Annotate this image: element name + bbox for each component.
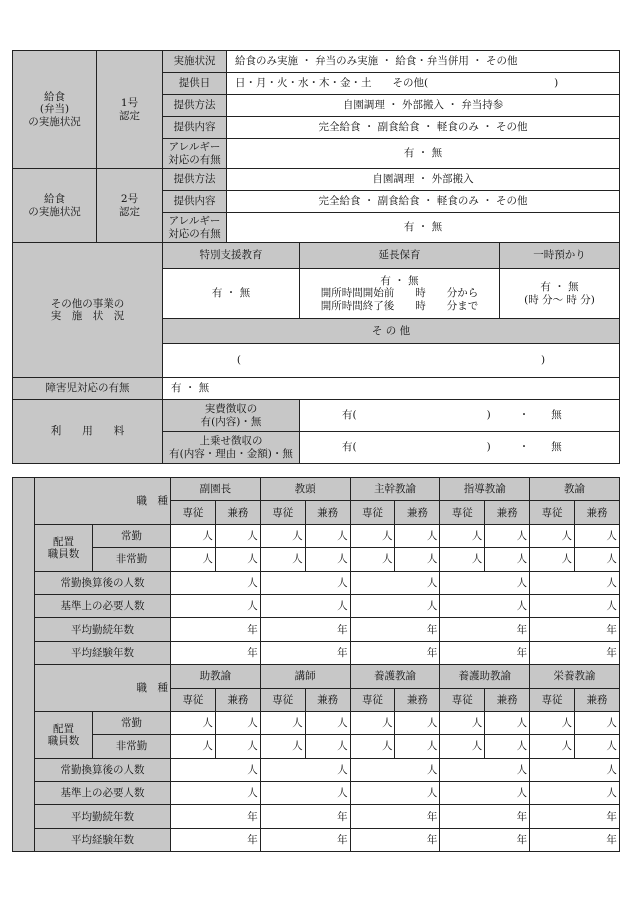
extended-care-value-line: 有 ・ 無 <box>380 275 419 288</box>
unit-cell: 人 <box>260 758 350 781</box>
sub-header-fulltime: 専従 <box>350 688 395 711</box>
person-unit: 人 <box>260 548 305 571</box>
assigned-staff-label <box>35 524 93 571</box>
special-support-value: 有 ・ 無 <box>163 269 300 319</box>
unit-cell: 人 <box>530 758 620 781</box>
table-row <box>13 805 620 828</box>
sec2-row-label-line: 提供内容 <box>173 195 216 208</box>
sub-header-fulltime: 専従 <box>530 688 575 711</box>
person-unit: 人 <box>350 711 395 734</box>
person-unit: 人 <box>440 548 485 571</box>
unit-cell: 人 <box>530 782 620 805</box>
person-unit: 人 <box>305 711 350 734</box>
sec1-row-options: 自園調理 ・ 外部搬入 ・ 弁当持参 <box>227 95 620 117</box>
fee-row-label <box>163 400 300 432</box>
fee-none: 無 <box>551 409 562 422</box>
role-header: 指導教諭 <box>440 478 530 501</box>
unit-cell: 人 <box>350 594 440 617</box>
lunch-section-2-label-line: 給食 <box>44 193 65 206</box>
extended-care-header: 延長保育 <box>300 243 500 269</box>
fee-close: ) <box>486 441 491 454</box>
employment-fulltime-label: 常勤 <box>93 711 171 734</box>
role-header: 助教諭 <box>171 665 261 688</box>
unit-cell: 年 <box>350 828 440 851</box>
cert-1-label <box>97 51 163 169</box>
person-unit: 人 <box>575 735 620 758</box>
sec2-row-label <box>163 169 227 191</box>
table-row <box>13 524 620 547</box>
table-row <box>13 782 620 805</box>
sec1-row-options: 給食のみ実施 ・ 弁当のみ実施 ・ 給食・弁当併用 ・ その他 <box>227 51 620 73</box>
sec2-row-options: 有 ・ 無 <box>227 213 620 243</box>
sub-header-fulltime: 専従 <box>260 501 305 524</box>
role-header: 主幹教諭 <box>350 478 440 501</box>
table-row <box>13 51 620 73</box>
table-row <box>13 641 620 664</box>
other-services-label <box>13 243 163 378</box>
person-unit: 人 <box>215 548 260 571</box>
fee-value: 有( <box>342 409 357 422</box>
staff-row-label: 常勤換算後の人数 <box>35 758 171 781</box>
facility-info-table <box>12 50 620 464</box>
staff-table <box>12 477 620 852</box>
sub-header-concurrent: 兼務 <box>395 501 440 524</box>
sub-header-concurrent: 兼務 <box>575 688 620 711</box>
unit-cell: 年 <box>530 828 620 851</box>
person-unit: 人 <box>395 735 440 758</box>
staff-side-band <box>13 478 35 852</box>
staff-row-label: 基準上の必要人数 <box>35 594 171 617</box>
sec1-row-label-line: 提供内容 <box>173 121 216 134</box>
person-unit: 人 <box>530 711 575 734</box>
unit-cell: 人 <box>171 758 261 781</box>
extended-care-value-line: 開所時間開始前 時 分から <box>320 287 479 300</box>
unit-cell: 年 <box>260 828 350 851</box>
sec2-row-options: 自園調理 ・ 外部搬入 <box>227 169 620 191</box>
table-row <box>13 169 620 191</box>
unit-cell: 人 <box>171 594 261 617</box>
unit-cell: 年 <box>440 641 530 664</box>
assigned-staff-label-line: 配置 <box>53 535 74 548</box>
sec1-row-label <box>163 73 227 95</box>
employment-fulltime-label: 常勤 <box>93 524 171 547</box>
unit-cell: 年 <box>260 641 350 664</box>
staff-type-label: 職 種 <box>35 478 171 525</box>
lunch-section-2-label-line: の実施状況 <box>28 205 81 218</box>
sec1-row-label-line: 対応の有無 <box>168 153 221 166</box>
unit-cell: 人 <box>530 571 620 594</box>
unit-cell: 人 <box>350 571 440 594</box>
lunch-section-label <box>13 51 97 169</box>
cert-2-label-line: 認定 <box>119 205 140 218</box>
assigned-staff-label <box>35 711 93 758</box>
sec1-row-label <box>163 51 227 73</box>
staff-row-label: 常勤換算後の人数 <box>35 571 171 594</box>
person-unit: 人 <box>350 735 395 758</box>
sec2-row-options: 完全給食 ・ 副食給食 ・ 軽食のみ ・ その他 <box>227 191 620 213</box>
role-header: 養護教諭 <box>350 665 440 688</box>
person-unit: 人 <box>350 548 395 571</box>
table-row <box>13 828 620 851</box>
role-header: 講師 <box>260 665 350 688</box>
misc-paren-open: ( <box>236 354 242 367</box>
person-unit: 人 <box>171 735 216 758</box>
fee-dot: ・ <box>518 409 530 422</box>
lunch-section-2-label <box>13 169 97 243</box>
employment-parttime-label: 非常勤 <box>93 735 171 758</box>
sec1-row-label-line: 提供日 <box>178 77 211 90</box>
person-unit: 人 <box>530 548 575 571</box>
staff-type-label: 職 種 <box>35 665 171 712</box>
fee-row-value <box>300 432 620 464</box>
temporary-care-header: 一時預かり <box>500 243 620 269</box>
table-row <box>13 571 620 594</box>
sub-header-fulltime: 専従 <box>260 688 305 711</box>
sec1-row-label <box>163 117 227 139</box>
role-header: 養護助教諭 <box>440 665 530 688</box>
fee-row-label-line: 上乗せ徴収の <box>199 435 263 448</box>
sub-header-fulltime: 専従 <box>171 501 216 524</box>
temporary-care-value-line: 有 ・ 無 <box>540 281 579 294</box>
table-row <box>13 378 620 400</box>
role-header: 副園長 <box>171 478 261 501</box>
person-unit: 人 <box>395 711 440 734</box>
person-unit: 人 <box>485 524 530 547</box>
unit-cell: 人 <box>350 782 440 805</box>
unit-cell: 人 <box>440 571 530 594</box>
fee-row-label <box>163 432 300 464</box>
unit-cell: 年 <box>171 641 261 664</box>
sub-header-concurrent: 兼務 <box>305 688 350 711</box>
fee-row-label-line: 実費徴収の <box>204 403 258 416</box>
sec2-row-label <box>163 191 227 213</box>
misc-value <box>163 344 620 378</box>
person-unit: 人 <box>305 548 350 571</box>
person-unit: 人 <box>260 524 305 547</box>
person-unit: 人 <box>440 711 485 734</box>
sec1-row-label-line: 提供方法 <box>173 99 216 112</box>
sub-header-fulltime: 専従 <box>171 688 216 711</box>
cert-1-label-line: 1号 <box>120 97 139 110</box>
person-unit: 人 <box>530 524 575 547</box>
unit-cell: 年 <box>260 805 350 828</box>
unit-cell: 人 <box>440 594 530 617</box>
staff-row-label: 平均勤続年数 <box>35 805 171 828</box>
person-unit: 人 <box>485 711 530 734</box>
unit-cell: 年 <box>171 618 261 641</box>
sub-header-concurrent: 兼務 <box>575 501 620 524</box>
sub-header-fulltime: 専従 <box>530 501 575 524</box>
unit-cell: 年 <box>530 618 620 641</box>
unit-cell: 人 <box>260 782 350 805</box>
fee-row-label-line: 有(内容)・無 <box>200 415 262 428</box>
temporary-care-value-line: (時 分～ 時 分) <box>524 293 595 306</box>
lunch-section-label-line: 給食 <box>44 91 65 104</box>
sub-header-concurrent: 兼務 <box>395 688 440 711</box>
extended-care-value-line: 開所時間終了後 時 分まで <box>320 299 479 312</box>
person-unit: 人 <box>485 548 530 571</box>
fee-none: 無 <box>551 441 562 454</box>
sec1-row-label <box>163 95 227 117</box>
person-unit: 人 <box>260 711 305 734</box>
fee-label: 利 用 料 <box>13 400 163 464</box>
unit-cell: 人 <box>350 758 440 781</box>
fee-dot: ・ <box>518 441 530 454</box>
fee-row-label-line: 有(内容・理由・金額)・無 <box>169 447 293 460</box>
sec2-row-label-line: 対応の有無 <box>168 227 221 240</box>
staff-row-label: 平均勤続年数 <box>35 618 171 641</box>
table-row <box>13 758 620 781</box>
fee-close: ) <box>486 409 491 422</box>
cert-1-label-line: 認定 <box>119 109 140 122</box>
person-unit: 人 <box>530 735 575 758</box>
lunch-section-label-line: (弁当) <box>39 103 70 116</box>
sub-header-concurrent: 兼務 <box>215 501 260 524</box>
sec1-row-options: 有 ・ 無 <box>227 139 620 169</box>
sec2-row-label <box>163 213 227 243</box>
assigned-staff-label-line: 職員数 <box>47 547 80 560</box>
cert-2-label <box>97 169 163 243</box>
role-header: 教諭 <box>530 478 620 501</box>
sec1-row-label <box>163 139 227 169</box>
person-unit: 人 <box>395 524 440 547</box>
unit-cell: 人 <box>440 782 530 805</box>
person-unit: 人 <box>171 524 216 547</box>
unit-cell: 人 <box>171 782 261 805</box>
table-row <box>13 548 620 571</box>
person-unit: 人 <box>305 735 350 758</box>
sub-header-fulltime: 専従 <box>350 501 395 524</box>
sec2-row-label-line: 提供方法 <box>173 173 216 186</box>
unit-cell: 年 <box>440 828 530 851</box>
unit-cell: 年 <box>530 805 620 828</box>
table-row <box>13 665 620 688</box>
person-unit: 人 <box>305 524 350 547</box>
person-unit: 人 <box>440 524 485 547</box>
misc-header: そ の 他 <box>163 319 620 344</box>
table-row <box>13 478 620 501</box>
sec2-row-label-line: アレルギー <box>168 215 221 228</box>
person-unit: 人 <box>260 735 305 758</box>
table-row <box>13 735 620 758</box>
staff-row-label: 平均経験年数 <box>35 641 171 664</box>
table-row <box>13 618 620 641</box>
sub-header-fulltime: 専従 <box>440 501 485 524</box>
unit-cell: 年 <box>440 618 530 641</box>
unit-cell: 年 <box>171 805 261 828</box>
sec1-row-label-line: アレルギー <box>168 141 221 154</box>
lunch-section-label-line: の実施状況 <box>28 115 81 128</box>
person-unit: 人 <box>485 735 530 758</box>
person-unit: 人 <box>171 548 216 571</box>
fee-value: 有( <box>342 441 357 454</box>
table-row <box>13 400 620 432</box>
special-support-header: 特別支援教育 <box>163 243 300 269</box>
sub-header-concurrent: 兼務 <box>485 688 530 711</box>
sub-header-concurrent: 兼務 <box>485 501 530 524</box>
table-row <box>13 243 620 269</box>
person-unit: 人 <box>575 711 620 734</box>
person-unit: 人 <box>575 548 620 571</box>
unit-cell: 人 <box>260 594 350 617</box>
unit-cell: 年 <box>530 641 620 664</box>
assigned-staff-label-line: 配置 <box>53 722 74 735</box>
person-unit: 人 <box>215 735 260 758</box>
role-header: 教頭 <box>260 478 350 501</box>
person-unit: 人 <box>575 524 620 547</box>
person-unit: 人 <box>215 524 260 547</box>
unit-cell: 人 <box>171 571 261 594</box>
person-unit: 人 <box>350 524 395 547</box>
extended-care-value <box>300 269 500 319</box>
other-services-label-line: 実 施 状 況 <box>50 310 125 322</box>
unit-cell: 人 <box>440 758 530 781</box>
role-header: 栄養教諭 <box>530 665 620 688</box>
sub-header-concurrent: 兼務 <box>305 501 350 524</box>
unit-cell: 年 <box>350 618 440 641</box>
table-row <box>13 594 620 617</box>
sub-header-fulltime: 専従 <box>440 688 485 711</box>
person-unit: 人 <box>395 548 440 571</box>
unit-cell: 人 <box>530 594 620 617</box>
cert-2-label-line: 2号 <box>120 193 139 206</box>
other-services-label-line: その他の事業の <box>50 297 125 310</box>
unit-cell: 年 <box>350 805 440 828</box>
unit-cell: 年 <box>350 641 440 664</box>
sub-header-concurrent: 兼務 <box>215 688 260 711</box>
unit-cell: 人 <box>260 571 350 594</box>
sec1-row-label-line: 実施状況 <box>173 55 216 68</box>
person-unit: 人 <box>215 711 260 734</box>
sec1-row-options: 日・月・火・水・木・金・土 その他( ) <box>227 73 620 95</box>
person-unit: 人 <box>171 711 216 734</box>
disability-value: 有 ・ 無 <box>163 378 620 400</box>
table-row <box>13 711 620 734</box>
unit-cell: 年 <box>440 805 530 828</box>
person-unit: 人 <box>440 735 485 758</box>
sec1-row-options: 完全給食 ・ 副食給食 ・ 軽食のみ ・ その他 <box>227 117 620 139</box>
unit-cell: 年 <box>171 828 261 851</box>
fee-row-value <box>300 400 620 432</box>
staff-row-label: 基準上の必要人数 <box>35 782 171 805</box>
staff-row-label: 平均経験年数 <box>35 828 171 851</box>
employment-parttime-label: 非常勤 <box>93 548 171 571</box>
temporary-care-value <box>500 269 620 319</box>
misc-paren-close: ) <box>541 354 546 367</box>
disability-label: 障害児対応の有無 <box>13 378 163 400</box>
unit-cell: 年 <box>260 618 350 641</box>
assigned-staff-label-line: 職員数 <box>47 734 80 747</box>
